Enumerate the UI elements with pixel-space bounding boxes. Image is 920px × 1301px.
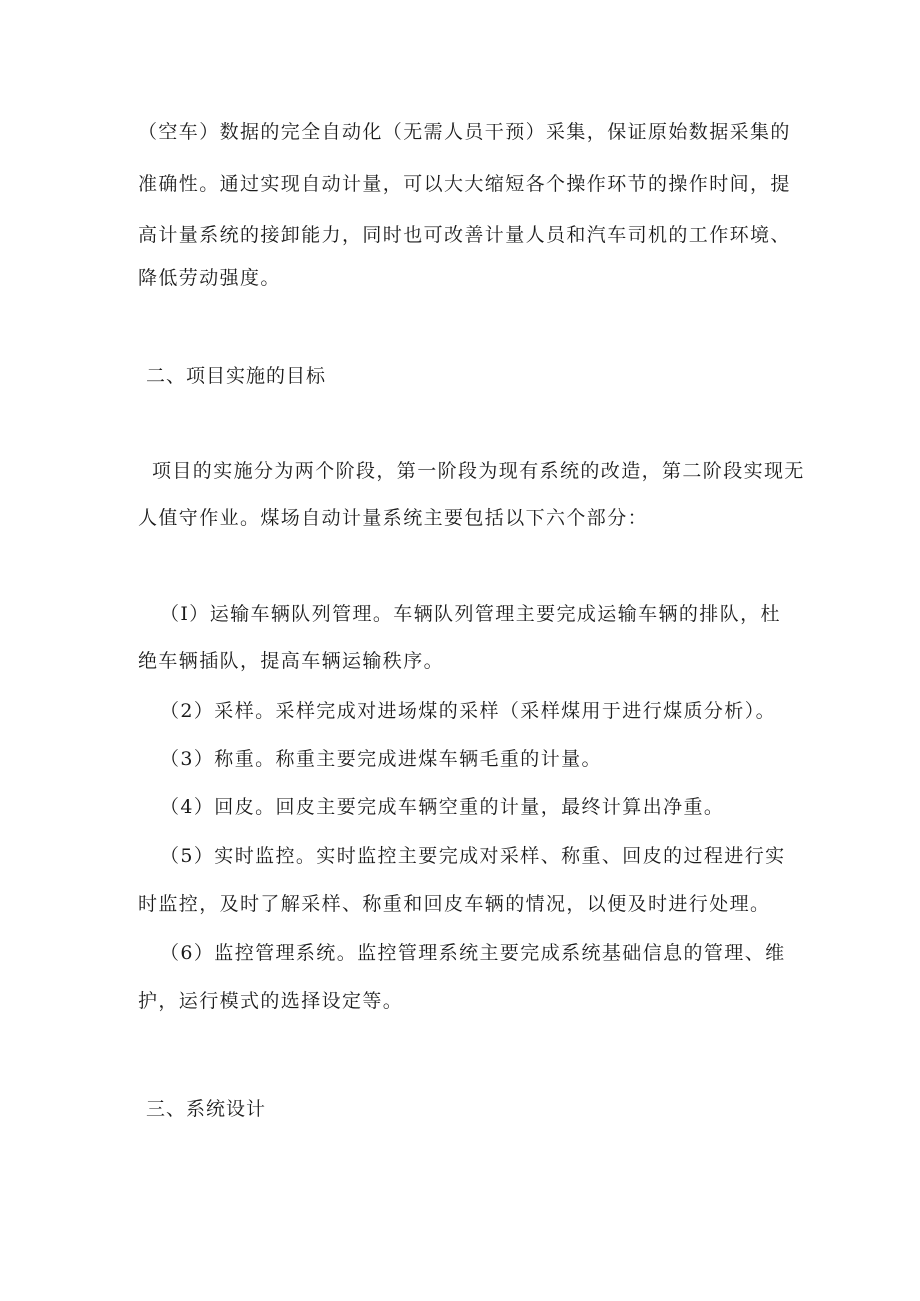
paragraph-1-line-2: 准确性。通过实现自动计量，可以大大缩短各个操作环节的操作时间，提 xyxy=(138,173,791,195)
list-item-5-line-2: 时监控，及时了解采样、称重和回皮车辆的情况，以便及时进行处理。 xyxy=(138,893,771,915)
section-heading-2: 二、项目实施的目标 xyxy=(146,365,327,387)
list-item-5-line-1: （5）实时监控。实时监控主要完成对采样、称重、回皮的过程进行实 xyxy=(160,845,786,867)
list-item-2-line-1: （2）采样。采样完成对进场煤的采样（采样煤用于进行煤质分析）。 xyxy=(160,700,776,722)
list-item-6-line-2: 护，运行模式的选择设定等。 xyxy=(138,990,404,1012)
paragraph-1-line-3: 高计量系统的接卸能力，同时也可改善计量人员和汽车司机的工作环境、 xyxy=(138,224,791,246)
list-item-1-line-2: 绝车辆插队，提高车辆运输秩序。 xyxy=(138,650,445,672)
list-item-1-line-1: （I）运输车辆队列管理。车辆队列管理主要完成运输车辆的排队，杜 xyxy=(160,603,781,625)
paragraph-2-line-1: 项目的实施分为两个阶段，第一阶段为现有系统的改造，第二阶段实现无 xyxy=(152,460,805,482)
paragraph-1-line-4: 降低劳动强度。 xyxy=(138,267,281,289)
paragraph-2-line-2: 人值守作业。煤场自动计量系统主要包括以下六个部分： xyxy=(138,507,649,529)
list-item-4-line-1: （4）回皮。回皮主要完成车辆空重的计量，最终计算出净重。 xyxy=(160,796,725,818)
section-heading-3: 三、系统设计 xyxy=(146,1098,267,1120)
paragraph-1-line-1: （空车）数据的完全自动化（无需人员干预）采集，保证原始数据采集的 xyxy=(138,121,791,143)
list-item-6-line-1: （6）监控管理系统。监控管理系统主要完成系统基础信息的管理、维 xyxy=(160,942,786,964)
list-item-3-line-1: （3）称重。称重主要完成进煤车辆毛重的计量。 xyxy=(160,748,602,770)
